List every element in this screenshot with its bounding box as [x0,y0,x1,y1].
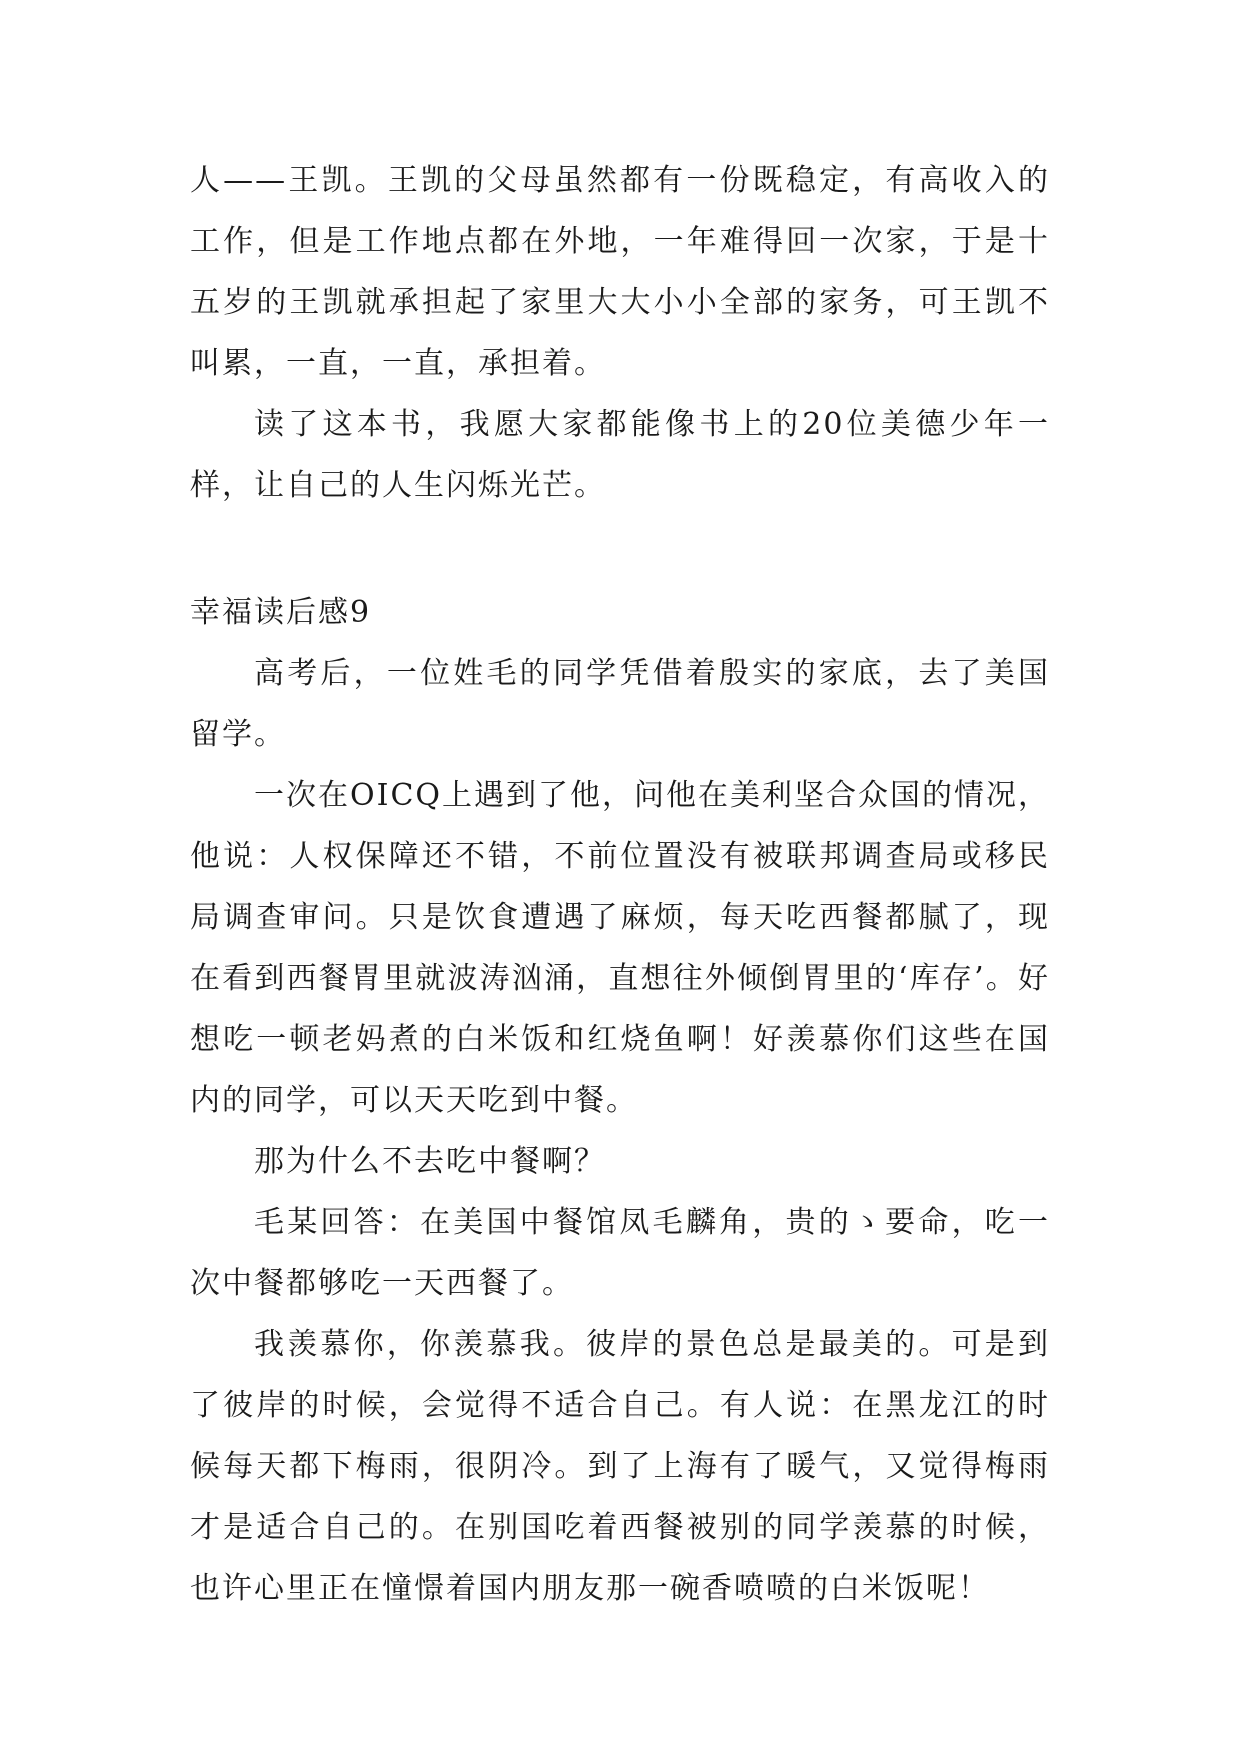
closing-paragraph: 读了这本书，我愿大家都能像书上的20位美德少年一样，让自己的人生闪烁光芒。 [190,407,1050,503]
body-paragraph: 毛某回答：在美国中餐馆凤毛麟角，贵的ゝ要命，吃一次中餐都够吃一天西餐了。 [190,1205,1050,1301]
body-paragraph: 一次在OICQ上遇到了他，问他在美利坚合众国的情况，他说：人权保障还不错，不前位置没有被联邦调查局或移民局调查审问。只是饮食遭遇了麻烦，每天吃西餐都腻了，现在看到西餐胃里就波涛汹涌，直想往外倾倒胃里的‘库存’。好想吃一顿老妈煮的白米饭和红烧鱼啊！好羡慕你们这些在国内的同学，可以天天吃到中餐。 [190,778,1050,1118]
body-paragraph: 那为什么不去吃中餐啊？ [254,1144,606,1179]
section-heading: 幸福读后感9 [190,595,372,630]
section-gap [190,516,1050,582]
document-page [190,150,1050,1619]
body-paragraph: 我羡慕你，你羡慕我。彼岸的景色总是最美的。可是到了彼岸的时候，会觉得不适合自己。有人说：在黑龙江的时候每天都下梅雨，很阴冷。到了上海有了暖气，又觉得梅雨才是适合自己的。在别国吃着西餐被别的同学羡慕的时候，也许心里正在憧憬着国内朋友那一碗香喷喷的白米饭呢！ [190,1327,1050,1606]
continued-paragraph: 人——王凯。王凯的父母虽然都有一份既稳定，有高收入的工作，但是工作地点都在外地，一年难得回一次家，于是十五岁的王凯就承担起了家里大大小小全部的家务，可王凯不叫累，一直，一直，承担着。 [190,163,1050,381]
body-paragraph: 高考后，一位姓毛的同学凭借着殷实的家底，去了美国留学。 [190,656,1050,752]
